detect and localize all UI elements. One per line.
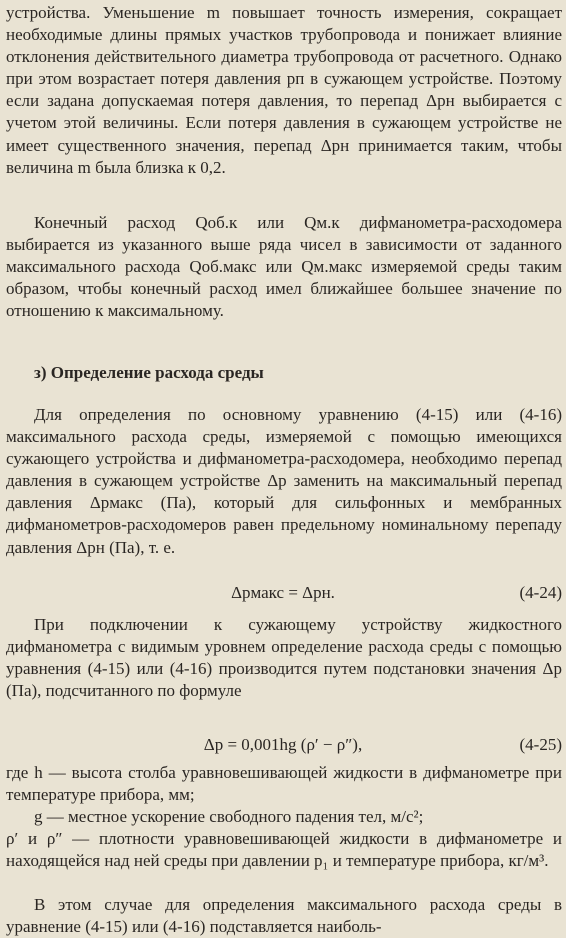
paragraph-final: В этом случае для определения максимального расхода среды в уравнение (4-15) или (4-16) подставляется наиболь- <box>6 895 562 937</box>
formula-4-25 <box>0 734 566 756</box>
paragraph-flow-determination: Для определения по основному уравнению (4-15) или (4-16) максимального расхода среды, измеряемой с помощью имеющихся сужающего устройства и дифманометра-расходомера, необходимо перепад давления в сужающем устройстве Δp заменить на максимальный перепад давления Δpмакс (Па), который для сильфонных и мембранных дифманометров-расходомеров равен предельному номинальному перепаду давления Δpн (Па), т. е. <box>6 405 562 557</box>
section-heading: з) Определение расхода среды <box>34 363 264 382</box>
formula-number: (4-25) <box>519 735 562 754</box>
formula-expression: Δp = 0,001hg (ρ′ − ρ″), <box>203 735 363 754</box>
definition-rho: ρ′ и ρ″ — плотности уравновешивающей жидкости в дифманометре и находящейся над ней среды при давлении p₁ и температуре прибора, кг/м³. <box>6 829 562 871</box>
formula-4-24 <box>0 582 566 604</box>
formula-number: (4-24) <box>519 583 562 602</box>
paragraph-liquid-manometer: При подключении к сужающему устройству жидкостного дифманометра с видимым уровнем определение расхода среды с помощью уравнения (4-15) или (4-16) производится путем подстановки значения Δp (Па), подсчитанного по формуле <box>6 615 562 701</box>
paragraph-continuation: устройства. Уменьшение m повышает точность измерения, сокращает необходимые длины прямых участков трубопровода и понижает влияние отклонения действительного диаметра трубопровода от расчетного. Однако при этом возрастает потеря давления pп в сужающем устройстве. Поэтому если задана допускаемая потеря давления, то перепад Δpн выбирается с учетом этой величины. Если потеря давления в сужающем устройстве не имеет существенного значения, перепад Δpн принимается таким, чтобы величина m была близка к 0,2. <box>6 3 562 177</box>
definition-h: где h — высота столба уравновешивающей жидкости в дифманометре при температуре прибора, мм; <box>6 763 562 805</box>
paragraph-final-flow: Конечный расход Qоб.к или Qм.к дифманометра-расходомера выбирается из указанного выше ряда чисел в зависимости от заданного максимального расхода Qоб.макс или Qм.макс измеряемой среды таким образом, чтобы конечный расход имел ближайшее большее значение по отношению к максимальному. <box>6 213 562 321</box>
formula-expression: Δpмакс = Δpн. <box>231 583 335 602</box>
definition-g: g — местное ускорение свободного падения тел, м/с²; <box>34 807 424 826</box>
